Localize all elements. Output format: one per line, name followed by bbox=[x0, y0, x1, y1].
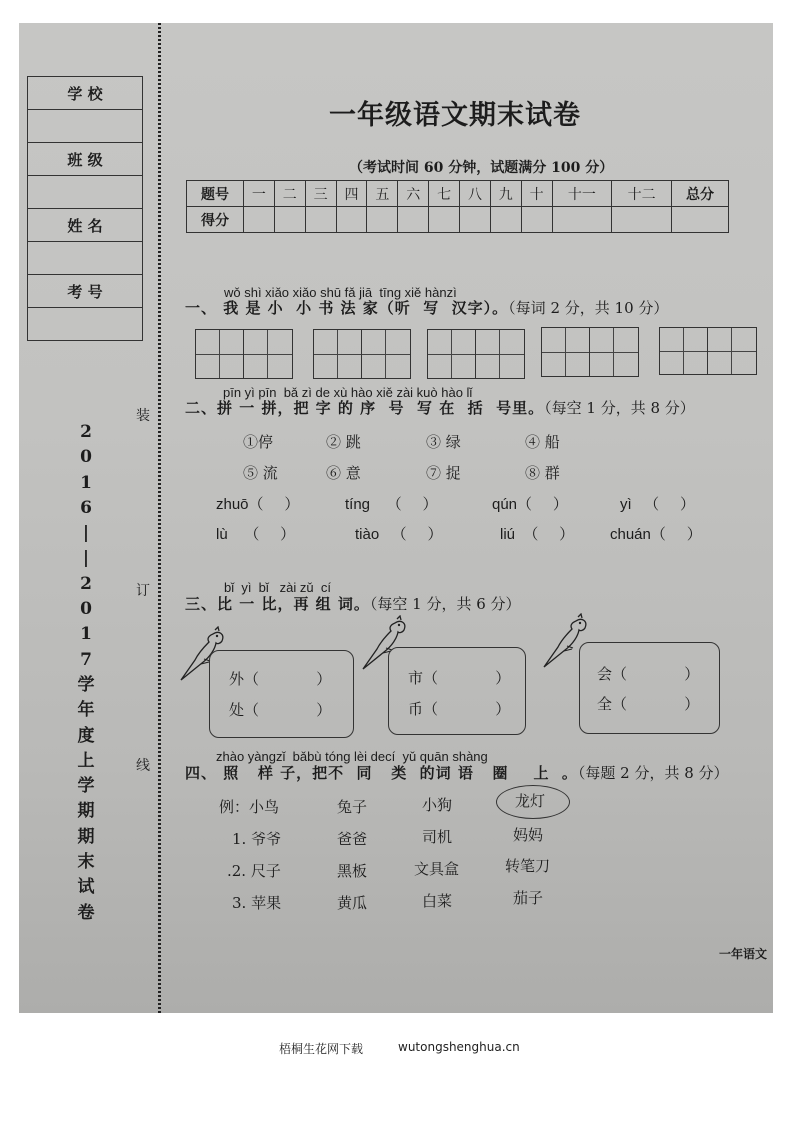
info-label-class: 班 级 bbox=[28, 143, 142, 176]
q1-pinyin: wǒ shì xiǎo xiǎo shū fǎ jiā tīng xiě hànzì bbox=[224, 285, 457, 300]
q4-word[interactable]: 茄子 bbox=[513, 889, 544, 907]
score-table-header-row bbox=[187, 181, 729, 207]
score-table-score-row bbox=[187, 207, 729, 233]
q4-word[interactable]: 兔子 bbox=[337, 798, 368, 816]
info-label-name: 姓 名 bbox=[28, 209, 142, 242]
q2-option: ⑥ 意 bbox=[326, 464, 361, 482]
score-cell[interactable] bbox=[244, 207, 275, 233]
score-table bbox=[186, 180, 729, 233]
q4-word[interactable]: 妈妈 bbox=[513, 826, 544, 844]
q2-answer-blank[interactable]: tíng （ ） bbox=[345, 496, 438, 513]
q3-blank[interactable]: 处（ ） bbox=[229, 701, 332, 719]
score-cell[interactable] bbox=[398, 207, 429, 233]
q3-heading bbox=[185, 593, 521, 614]
q3-blank[interactable]: 市（ ） bbox=[408, 669, 511, 687]
score-col: 三 bbox=[305, 181, 336, 207]
q3-text: 三、比 一 比，再 组 词。 bbox=[185, 595, 370, 613]
score-col: 八 bbox=[460, 181, 491, 207]
writing-grid-5[interactable] bbox=[659, 327, 757, 375]
compare-box-1 bbox=[209, 650, 354, 738]
q4-word[interactable]: 转笔刀 bbox=[505, 857, 551, 875]
q3-pinyin: bǐ yì bǐ zài zǔ cí bbox=[224, 580, 331, 595]
q4-points: （每题 2 分，共 8 分） bbox=[577, 764, 729, 782]
info-label-school: 学 校 bbox=[28, 77, 142, 110]
binding-label-ding: 订 bbox=[136, 583, 150, 599]
q4-word[interactable]: 白菜 bbox=[422, 892, 453, 910]
q3-blank[interactable]: 全（ ） bbox=[597, 695, 700, 713]
compare-box-3 bbox=[579, 642, 720, 734]
q4-word[interactable]: 1. 爷爷 bbox=[232, 830, 282, 848]
score-cell-total[interactable] bbox=[672, 207, 729, 233]
q2-pinyin: pīn yì pīn bǎ zì de xù hào xiě zài kuò hào lǐ bbox=[223, 385, 473, 400]
score-col: 一 bbox=[244, 181, 275, 207]
download-site-name: 梧桐生花网下载 bbox=[279, 1042, 364, 1056]
q4-word[interactable]: 黄瓜 bbox=[337, 894, 368, 912]
exam-title: 一年级语文期末试卷 bbox=[329, 100, 581, 131]
q4-word[interactable]: 司机 bbox=[422, 828, 453, 846]
writing-grid-4[interactable] bbox=[541, 327, 639, 377]
binding-label-zhuang: 装 bbox=[136, 408, 150, 424]
q4-text: 四、 照 样 子，把不 同 类 的词 语 圈 上 。 bbox=[185, 764, 578, 782]
q2-answer-blank[interactable]: tiào （ ） bbox=[355, 526, 443, 543]
binding-label-xian: 线 bbox=[136, 758, 150, 774]
q1-text: 一、 我 是 小 小 书 法 家（听 写 汉字）。 bbox=[185, 299, 509, 317]
score-col: 六 bbox=[398, 181, 429, 207]
score-col: 十二 bbox=[612, 181, 672, 207]
score-col: 二 bbox=[274, 181, 305, 207]
q4-word[interactable]: 爸爸 bbox=[337, 830, 368, 848]
q2-option: ④ 船 bbox=[525, 433, 560, 451]
q4-word[interactable]: 3. 苹果 bbox=[232, 894, 282, 912]
compare-box-2 bbox=[388, 647, 526, 735]
q2-option: ⑦ 捉 bbox=[426, 464, 461, 482]
q2-answer-blank[interactable]: liú （ ） bbox=[500, 526, 575, 543]
q2-points: （每空 1 分，共 8 分） bbox=[544, 399, 695, 417]
score-cell[interactable] bbox=[521, 207, 552, 233]
q3-blank[interactable]: 币（ ） bbox=[408, 700, 511, 718]
score-col: 四 bbox=[336, 181, 367, 207]
q4-word[interactable]: 龙灯 bbox=[515, 792, 546, 810]
score-col-total: 总分 bbox=[672, 181, 729, 207]
q4-word[interactable]: 小狗 bbox=[422, 796, 453, 814]
score-col: 五 bbox=[367, 181, 398, 207]
page-footer-label: 一年语文 bbox=[719, 947, 768, 961]
writing-grid-2[interactable] bbox=[313, 329, 411, 379]
info-field-school[interactable] bbox=[28, 110, 142, 143]
exam-subtitle: （考试时间 60 分钟，试题满分 100 分） bbox=[349, 160, 614, 176]
info-field-name[interactable] bbox=[28, 242, 142, 275]
exam-paper-photo bbox=[19, 23, 773, 1013]
score-row-label: 得分 bbox=[187, 207, 244, 233]
q3-blank[interactable]: 外（ ） bbox=[229, 670, 332, 688]
q4-heading bbox=[185, 762, 729, 783]
score-col: 十 bbox=[521, 181, 552, 207]
score-cell[interactable] bbox=[274, 207, 305, 233]
score-cell[interactable] bbox=[429, 207, 460, 233]
info-label-exam-number: 考 号 bbox=[28, 275, 142, 308]
q1-heading bbox=[185, 297, 668, 318]
q2-option: ⑤ 流 bbox=[243, 464, 278, 482]
binding-dotted-line bbox=[158, 23, 161, 1013]
q2-answer-blank[interactable]: yì （ ） bbox=[620, 496, 696, 513]
score-row-label: 题号 bbox=[187, 181, 244, 207]
score-cell[interactable] bbox=[460, 207, 491, 233]
score-col: 七 bbox=[429, 181, 460, 207]
vertical-school-year-text: 2 0 1 6 | | 2 0 1 7 学 年 度 上 学 期 期 末 试 卷 bbox=[77, 422, 95, 923]
score-col: 十一 bbox=[552, 181, 612, 207]
q2-option: ② 跳 bbox=[326, 433, 361, 451]
q4-word[interactable]: 黑板 bbox=[337, 862, 368, 880]
q3-blank[interactable]: 会（ ） bbox=[597, 665, 700, 683]
score-col: 九 bbox=[490, 181, 521, 207]
score-cell[interactable] bbox=[336, 207, 367, 233]
q2-option: ③ 绿 bbox=[426, 433, 461, 451]
writing-grid-3[interactable] bbox=[427, 329, 525, 379]
download-site-url[interactable]: wutongshenghua.cn bbox=[398, 1040, 520, 1054]
q1-points: （每词 2 分，共 10 分） bbox=[508, 299, 669, 317]
score-cell[interactable] bbox=[552, 207, 612, 233]
q2-answer-blank[interactable]: qún（ ） bbox=[492, 496, 568, 513]
score-cell[interactable] bbox=[305, 207, 336, 233]
q2-answer-blank[interactable]: zhuō（ ） bbox=[216, 496, 300, 513]
q2-text: 二、拼 一 拼，把 字 的 序 号 写 在 括 号里。 bbox=[185, 399, 545, 417]
q4-pinyin: zhào yàngzǐ bǎbù tóng lèi decí yǔ quān shàng bbox=[216, 749, 488, 764]
q4-word[interactable]: .2. 尺子 bbox=[227, 862, 281, 880]
info-field-exam-number[interactable] bbox=[28, 308, 142, 341]
score-cell[interactable] bbox=[612, 207, 672, 233]
info-field-class[interactable] bbox=[28, 176, 142, 209]
writing-grid-1[interactable] bbox=[195, 329, 293, 379]
score-cell[interactable] bbox=[367, 207, 398, 233]
q2-option: ①停 bbox=[243, 433, 274, 451]
q4-word[interactable]: 例：小鸟 bbox=[219, 798, 280, 816]
q2-answer-blank[interactable]: lù （ ） bbox=[216, 526, 296, 543]
q2-option: ⑧ 群 bbox=[525, 464, 560, 482]
q3-points: （每空 1 分，共 6 分） bbox=[369, 595, 521, 613]
q2-heading bbox=[185, 397, 695, 418]
student-info-box bbox=[27, 76, 143, 341]
score-cell[interactable] bbox=[490, 207, 521, 233]
q2-answer-blank[interactable]: chuán（ ） bbox=[610, 526, 702, 543]
q4-word[interactable]: 文具盒 bbox=[414, 860, 460, 878]
